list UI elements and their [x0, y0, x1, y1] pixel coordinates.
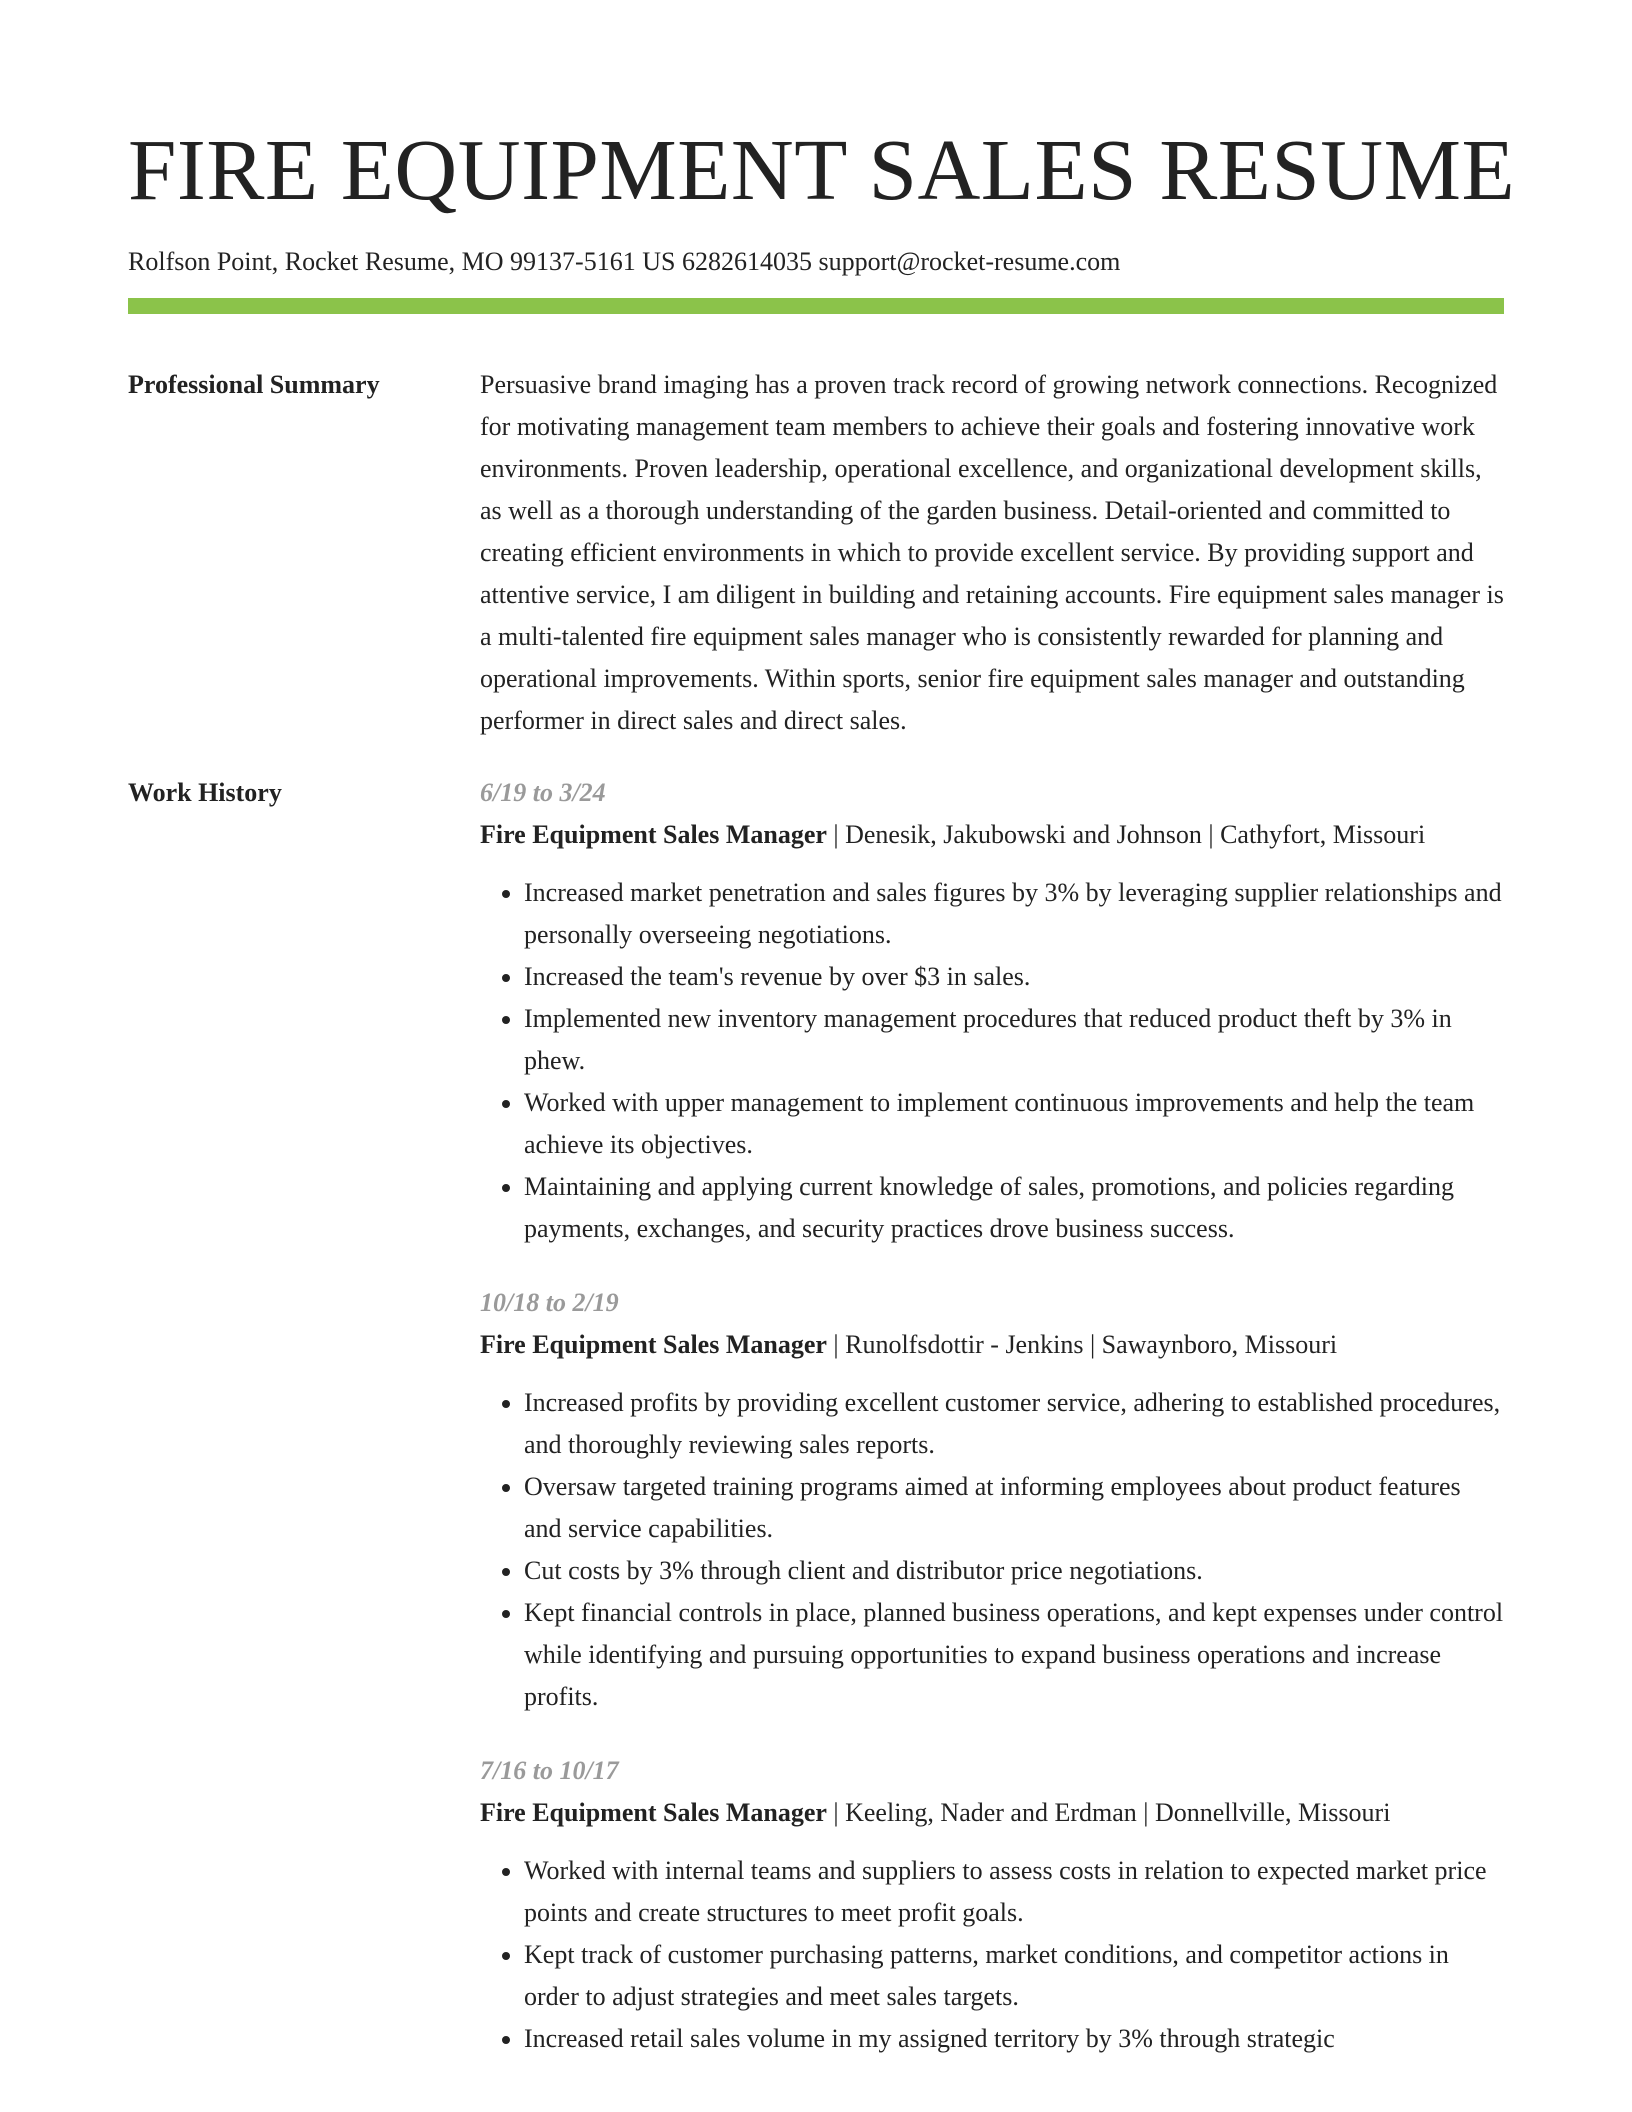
contact-line: Rolfson Point, Rocket Resume, MO 99137-5161 US 6282614035 support@rocket-resume.com — [128, 247, 1121, 276]
job-bullet: • Worked with upper management to implement continuous improvements and help the team achieve its objectives. — [524, 1082, 1504, 1166]
job-bullet: • Oversaw targeted training programs aimed at informing employees about product features and service capabilities. — [524, 1466, 1504, 1550]
work-history-section — [128, 772, 1504, 2060]
job-entry — [480, 1282, 1504, 1718]
job-bullets — [480, 872, 1504, 1250]
job-heading — [480, 814, 1504, 856]
job-title: Fire Equipment Sales Manager — [480, 1330, 827, 1359]
job-details: | Keeling, Nader and Erdman | Donnellville, Missouri — [826, 1798, 1391, 1827]
resume-page — [128, 0, 1516, 2060]
job-bullet: • Kept track of customer purchasing patterns, market conditions, and competitor actions in order to adjust strategies and meet sales targets. — [524, 1934, 1504, 2018]
job-heading — [480, 1792, 1504, 1834]
job-bullet: • Implemented new inventory management procedures that reduced product theft by 3% in phew. — [524, 998, 1504, 1082]
job-entry — [480, 772, 1504, 1250]
job-bullet: • Increased retail sales volume in my assigned territory by 3% through strategic — [524, 2018, 1504, 2060]
summary-text: Persuasive brand imaging has a proven track record of growing network connections. Recognized for motivating management team members to achieve their goals and fostering innovative work environments. Proven leadership, operational excellence, and organizational development skills, as well as a thorough understanding of the garden business. Detail-oriented and committed to creating efficient environments in which to provide excellent service. By providing support and attentive service, I am diligent in building and retaining accounts. Fire equipment sales manager is a multi-talented fire equipment sales manager who is consistently rewarded for planning and operational improvements. Within sports, senior fire equipment sales manager and outstanding performer in direct sales and direct sales. — [480, 370, 1504, 735]
job-title: Fire Equipment Sales Manager — [480, 820, 827, 849]
job-title: Fire Equipment Sales Manager — [480, 1798, 827, 1827]
job-bullet: • Increased market penetration and sales figures by 3% by leveraging supplier relationships and personally overseeing negotiations. — [524, 872, 1504, 956]
job-bullets — [480, 1382, 1504, 1718]
job-entry — [480, 1750, 1504, 2060]
professional-summary-section — [128, 364, 1504, 742]
job-bullet: • Increased the team's revenue by over $3 in sales. — [524, 956, 1504, 998]
resume-title: FIRE EQUIPMENT SALES RESUME — [128, 121, 1516, 218]
job-dates: 10/18 to 2/19 — [480, 1288, 619, 1317]
job-bullet: • Cut costs by 3% through client and distributor price negotiations. — [524, 1550, 1504, 1592]
job-heading — [480, 1324, 1504, 1366]
section-label-work-history: Work History — [128, 778, 282, 807]
job-details: | Denesik, Jakubowski and Johnson | Cathyfort, Missouri — [826, 820, 1426, 849]
section-label-summary: Professional Summary — [128, 370, 380, 399]
job-dates: 7/16 to 10/17 — [480, 1756, 619, 1785]
job-bullet: • Worked with internal teams and suppliers to assess costs in relation to expected market price points and create structures to meet profit goals. — [524, 1850, 1504, 1934]
job-bullets — [480, 1850, 1504, 2060]
job-dates: 6/19 to 3/24 — [480, 778, 606, 807]
job-details: | Runolfsdottir - Jenkins | Sawaynboro, Missouri — [826, 1330, 1338, 1359]
header-divider — [128, 298, 1504, 314]
work-history-list — [480, 772, 1504, 2060]
job-bullet: • Increased profits by providing excellent customer service, adhering to established procedures, and thoroughly reviewing sales reports. — [524, 1382, 1504, 1466]
job-bullet: • Kept financial controls in place, planned business operations, and kept expenses under control while identifying and pursuing opportunities to expand business operations and increase profits. — [524, 1592, 1504, 1718]
job-bullet: • Maintaining and applying current knowledge of sales, promotions, and policies regarding payments, exchanges, and security practices drove business success. — [524, 1166, 1504, 1250]
